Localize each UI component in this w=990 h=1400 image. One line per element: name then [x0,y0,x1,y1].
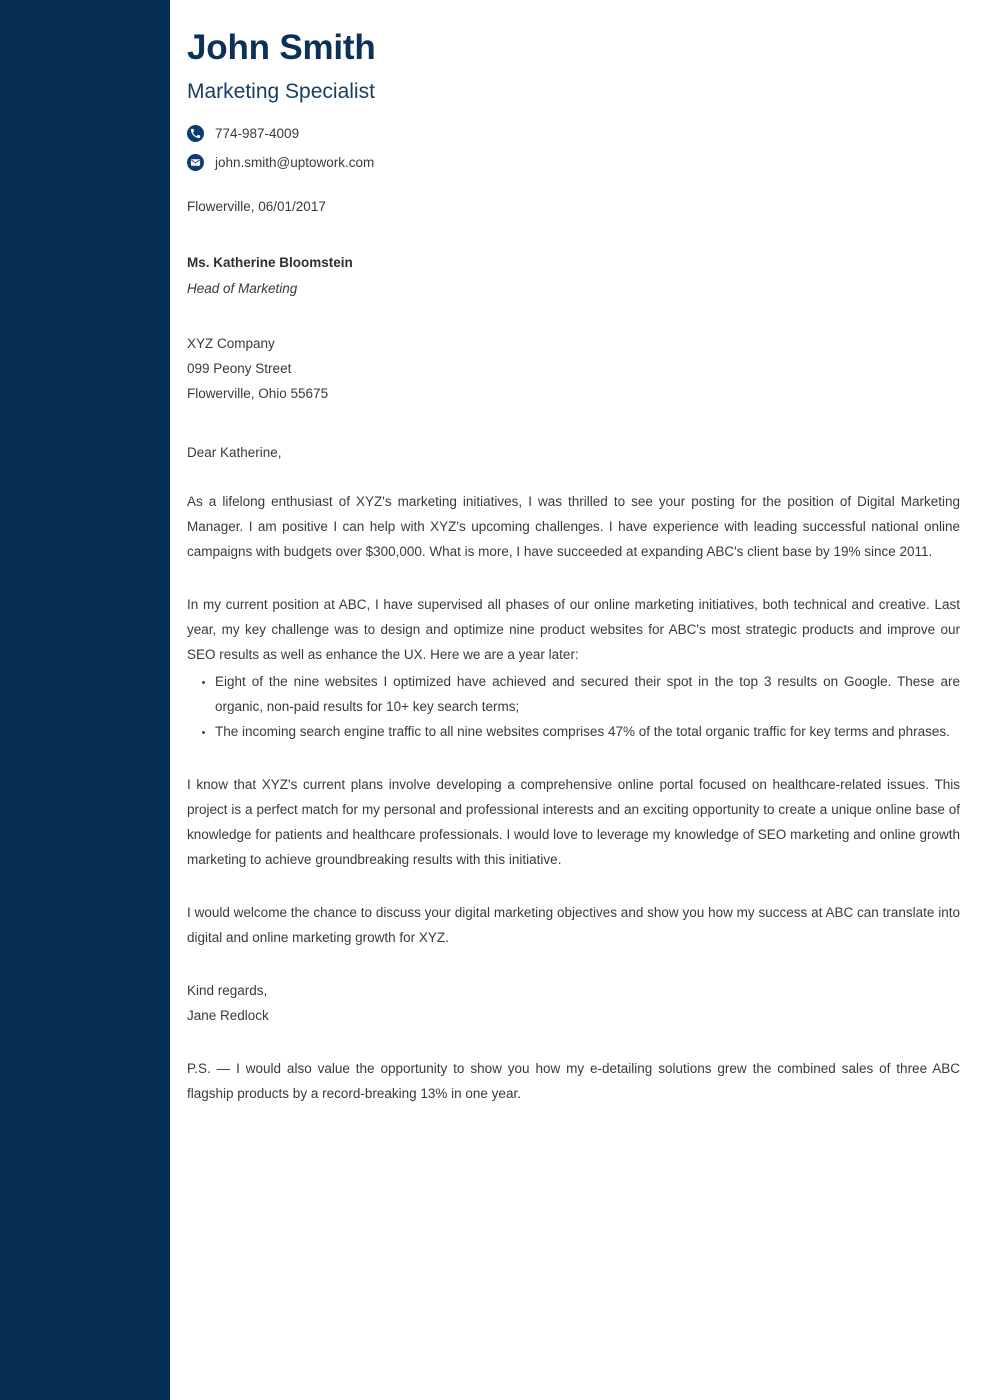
letter-body [187,198,960,1106]
address-line: XYZ Company [187,336,275,352]
date-line: Flowerville, 06/01/2017 [187,199,326,215]
salutation: Dear Katherine, [187,445,282,460]
address-line: 099 Peony Street [187,361,292,377]
phone-number: 774-987-4009 [215,125,300,141]
job-title: Marketing Specialist [187,80,375,104]
email-address: john.smith@uptowork.com [215,154,375,170]
body-paragraph: I know that XYZ's current plans involve developing a comprehensive online portal focused on healthcare-related issues. This project is a perfect match for my personal and professional interests and an exciting opportunity to create a unique online base of knowledge for patients and healthcare professionals. I would love to leverage my knowledge of SEO marketing and online growth marketing to achieve groundbreaking results with this initiative. [187,776,960,867]
phone-icon [187,125,204,142]
recipient-role: Head of Marketing [187,280,298,296]
letterhead [187,28,960,172]
body-paragraph: In my current position at ABC, I have supervised all phases of our online marketing initiatives, both technical and creative. Last year, my key challenge was to design and optimize nine product websites for ABC's most strategic products and improve our SEO results as well as enhance the UX. Here we are a year later: [187,597,960,663]
recipient-name: Ms. Katherine Bloomstein [187,254,353,270]
contact-item-email [187,152,960,172]
recipient-address [187,332,960,407]
letter-content [187,0,960,1107]
page-title: John Smith [187,28,376,67]
closing-line: Kind regards, [187,982,268,998]
list-item: Eight of the nine websites I optimized have achieved and secured their spot in the top 3 results on Google. These are organic, non-paid results for 10+ key search terms; [202,670,960,720]
contact-list [187,123,960,172]
email-icon [187,154,204,171]
signoff-block [187,979,960,1029]
body-paragraph: I would welcome the chance to discuss your digital marketing objectives and show you how my success at ABC can translate into digital and online marketing growth for XYZ. [187,904,960,945]
sidebar-accent-band [0,0,170,1400]
address-line: Flowerville, Ohio 55675 [187,386,329,402]
recipient-block [187,254,960,298]
achievements-list [187,670,960,745]
body-paragraph: As a lifelong enthusiast of XYZ's marketing initiatives, I was thrilled to see your posting for the position of Digital Marketing Manager. I am positive I can help with XYZ's upcoming challenges. I have experience with leading successful national online campaigns with budgets over $300,000. What is more, I have succeeded at expanding ABC's client base by 19% since 2011. [187,494,960,560]
contact-item-phone [187,123,960,143]
signature-name: Jane Redlock [187,1007,269,1023]
list-item: The incoming search engine traffic to all nine websites comprises 47% of the total organic traffic for key terms and phrases. [202,720,960,745]
postscript: P.S. — I would also value the opportunity to show you how my e-detailing solutions grew the combined sales of three ABC flagship products by a record-breaking 13% in one year. [187,1060,960,1101]
